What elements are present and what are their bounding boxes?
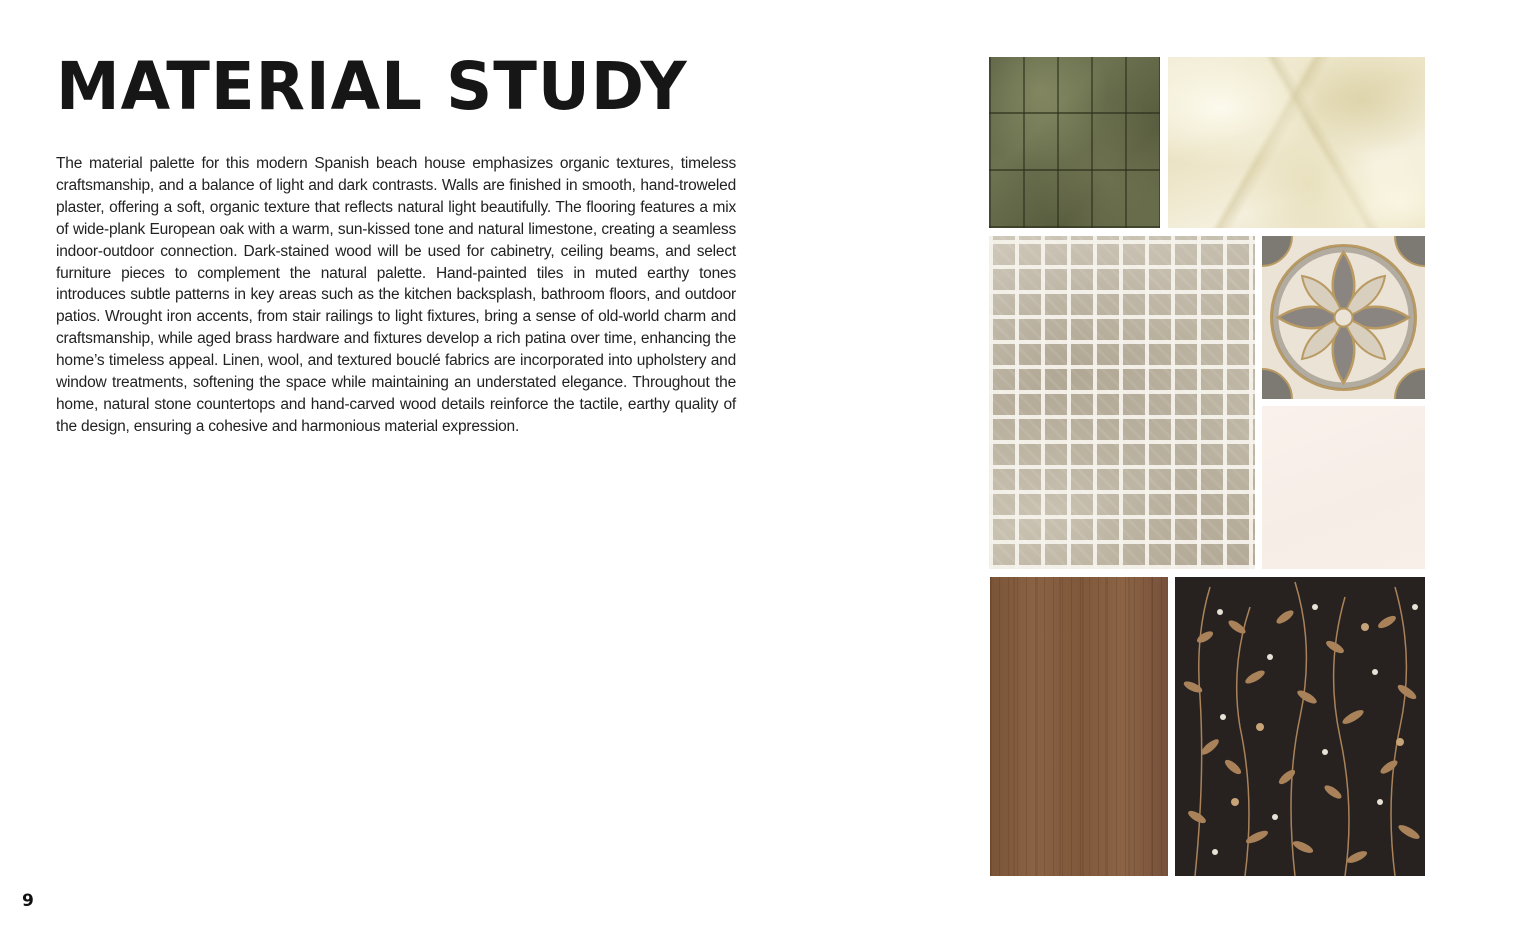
green-tile-swatch (989, 57, 1160, 228)
onyx-marble-swatch (1168, 57, 1425, 228)
limestone-cobble-swatch (989, 236, 1255, 569)
material-description: The material palette for this modern Spanish beach house emphasizes organic textures, timeless craftsmanship, and a balance of light and dark contrasts. Walls are finished in smooth, hand-troweled plaster, offering a soft, organic texture that reflects natural light beautifully. The flooring features a mix of wide-plank European oak with a warm, sun-kissed tone and natural limestone, creating a seamless indoor-outdoor connection. Dark-stained wood will be used for cabinetry, ceiling beams, and select furniture pieces to complement the natural palette. Hand-painted tiles in muted earthy tones introduces subtle patterns in key areas such as the kitchen backsplash, bathroom floors, and outdoor patios. Wrought iron accents, from stair railings to light fixtures, bring a sense of old-world charm and craftsmanship, while aged brass hardware and fixtures develop a rich patina over time, enhancing the home’s timeless appeal. Linen, wool, and textured bouclé fabrics are incorporated into upholstery and window treatments, softening the space while maintaining an understated elegance. Throughout the home, natural stone countertops and hand-carved wood details reinforce the tactile, earthy quality of the design, ensuring a cohesive and harmonious material expression. (56, 155, 736, 435)
floral-fabric-swatch (1175, 577, 1425, 876)
page-title: MATERIAL STUDY (56, 48, 688, 125)
page-number: 9 (22, 891, 34, 911)
plaster-swatch (1262, 406, 1425, 569)
oak-wood-swatch (990, 577, 1168, 876)
patterned-tile-swatch (1262, 236, 1425, 399)
